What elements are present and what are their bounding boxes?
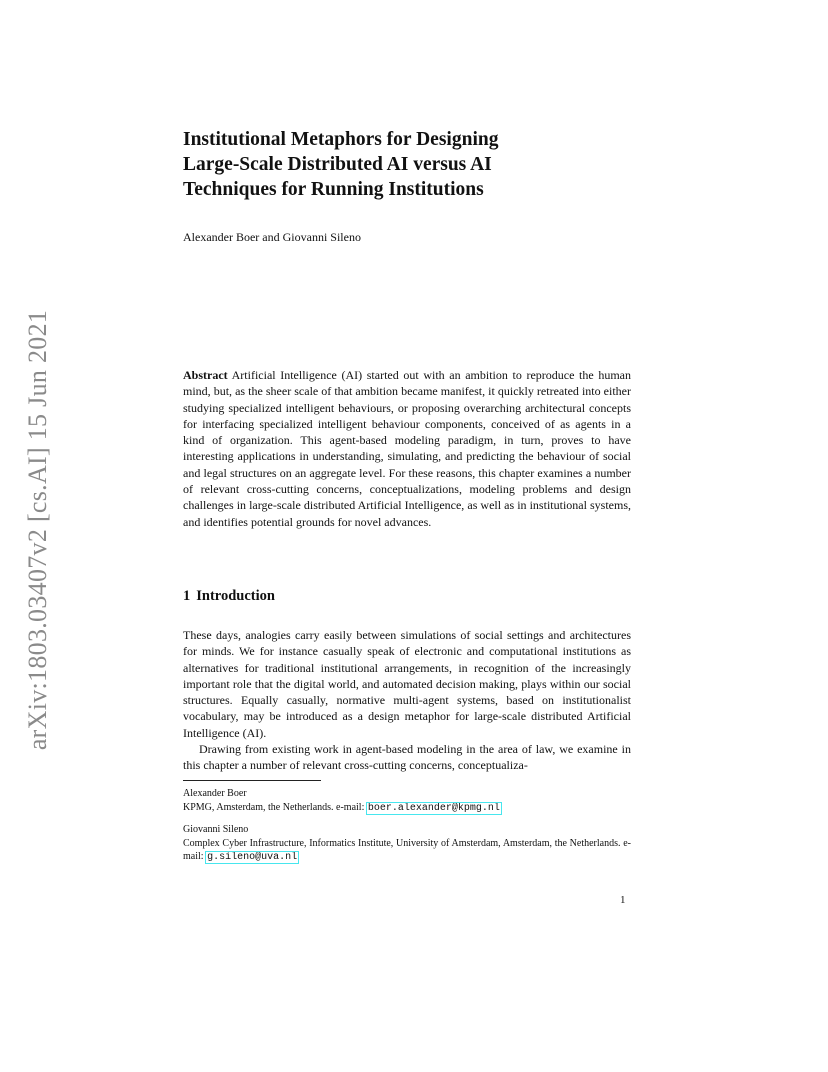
title-line: Large-Scale Distributed AI versus AI	[183, 154, 492, 175]
arxiv-identifier-text: arXiv:1803.03407v2 [cs.AI] 15 Jun 2021	[23, 309, 52, 751]
arxiv-identifier-stamp	[18, 300, 58, 760]
abstract	[183, 367, 631, 530]
footnote-author-1	[183, 787, 631, 815]
paragraph: Drawing from existing work in agent-based modeling in the area of law, we examine in this chapter a number of relevant cross-cutting concerns, conceptualiza-	[183, 742, 631, 773]
section-number: 1	[183, 588, 191, 604]
section-heading	[183, 586, 275, 606]
section-body	[183, 627, 631, 774]
footnote-author-2	[183, 823, 631, 865]
footnote-affiliation-line	[183, 801, 631, 816]
section-title: Introduction	[196, 588, 275, 604]
title-line: Institutional Metaphors for Designing	[183, 129, 499, 150]
author-list: Alexander Boer and Giovanni Sileno	[183, 230, 361, 244]
page-number: 1	[620, 894, 626, 906]
footnote-name: Alexander Boer	[183, 788, 247, 799]
email-link[interactable]: g.sileno@uva.nl	[207, 852, 298, 864]
title-line: Techniques for Running Institutions	[183, 179, 484, 200]
footnotes	[183, 787, 631, 873]
footnote-name: Giovanni Sileno	[183, 824, 249, 836]
paragraph: These days, analogies carry easily between simulations of social settings and architectures for minds. We for instance casually speak of electronic and computational institutions as alternatives for traditional institutional arrangements, in recognition of the increasingly important role that the digital world, and automated decision making, plays within our social structures. Equally casually, normative multi-agent systems, based on institutionalist vocabulary, may be introduced as a design metaphor for large-scale distributed Artificial Intelligence (AI).	[183, 628, 631, 740]
abstract-label: Abstract	[183, 368, 228, 382]
paper-title	[183, 127, 603, 202]
footnote-affiliation-line	[183, 837, 631, 865]
footnote-affiliation: KPMG, Amsterdam, the Netherlands. e-mail:	[183, 801, 365, 813]
footnote-affiliation: Complex Cyber Infrastructure, Informatics Institute, University of Amsterdam, Amsterdam, the Netherlands. e-mail:	[183, 837, 631, 863]
footnote-rule	[183, 780, 321, 781]
abstract-text: Artificial Intelligence (AI) started out with an ambition to reproduce the human mind, but, as the sheer scale of that ambition became manifest, it quickly retreated into either studying specialized intelligent behaviours, or proposing overarching architectural concepts for interfacing specialized intelligent behaviour components, conceived of as agents in a kind of organization. This agent-based modeling paradigm, in turn, proves to have interesting applications in understanding, simulating, and predicting the behaviour of social and legal structures on an aggregate level. For these reasons, this chapter examines a number of relevant cross-cutting concerns, conceptualizations, modeling problems and design challenges in large-scale distributed Artificial Intelligence, as well as in institutional systems, and identifies potential grounds for novel advances.	[183, 368, 631, 529]
email-link[interactable]: boer.alexander@kpmg.nl	[367, 802, 500, 814]
